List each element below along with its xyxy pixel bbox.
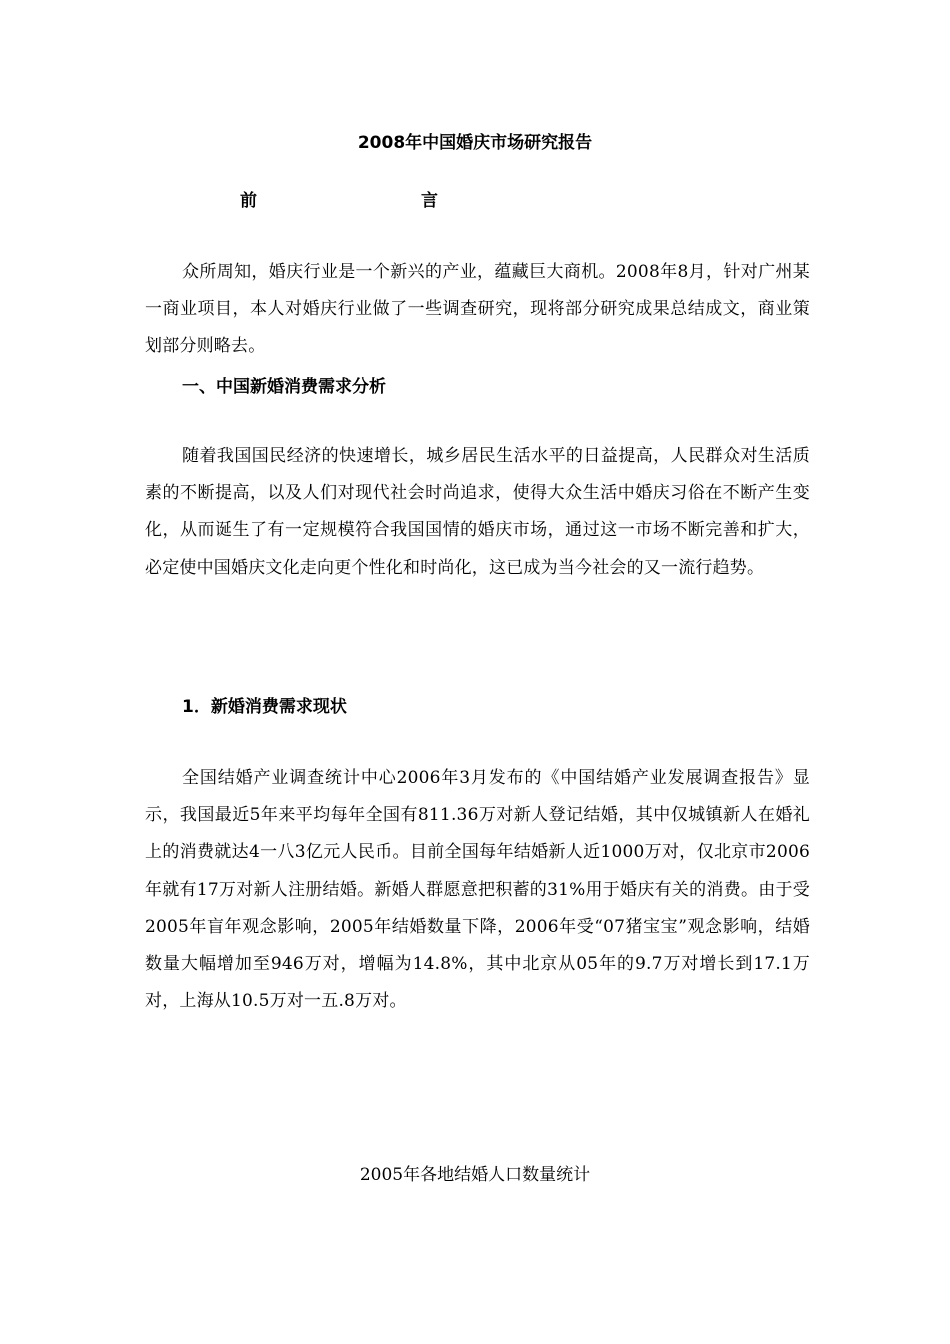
intro-paragraph: 众所周知，婚庆行业是一个新兴的产业，蕴藏巨大商机。2008年8月，针对广州某一商业项目，本人对婚庆行业做了一些调查研究，现将部分研究成果总结成文，商业策划部分则略去。 <box>145 262 810 357</box>
section-heading-consumption-analysis: 一、中国新婚消费需求分析 <box>182 377 386 397</box>
preface-char-2: 言 <box>421 191 438 211</box>
table-caption: 2005年各地结婚人口数量统计 <box>359 1165 591 1185</box>
report-title: 2008年中国婚庆市场研究报告 <box>357 133 593 153</box>
preface-char-1: 前 <box>240 191 257 211</box>
section-paragraph-consumption-analysis: 随着我国国民经济的快速增长，城乡居民生活水平的日益提高，人民群众对生活质素的不断提高，以及人们对现代社会时尚追求，使得大众生活中婚庆习俗在不断产生变化，从而诞生了有一定规模符合我国国情的婚庆市场，通过这一市场不断完善和扩大，必定使中国婚庆文化走向更个性化和时尚化，这已成为当今社会的又一流行趋势。 <box>145 446 810 578</box>
preface-heading <box>0 186 950 210</box>
subsection-heading-current-status: 1．新婚消费需求现状 <box>182 697 347 717</box>
subsection-paragraph-current-status: 全国结婚产业调查统计中心2006年3月发布的《中国结婚产业发展调查报告》显示，我国最近5年来平均每年全国有811.36万对新人登记结婚，其中仅城镇新人在婚礼上的消费就达4一八3亿元人民币。目前全国每年结婚新人近1000万对，仅北京市2006年就有17万对新人注册结婚。新婚人群愿意把积蓄的31%用于婚庆有关的消费。由于受2005年盲年观念影响，2005年结婚数量下降，2006年受“07猪宝宝”观念影响，结婚数量大幅增加至946万对，增幅为14.8%，其中北京从05年的9.7万对增长到17.1万对，上海从10.5万对一五.8万对。 <box>145 768 810 1012</box>
